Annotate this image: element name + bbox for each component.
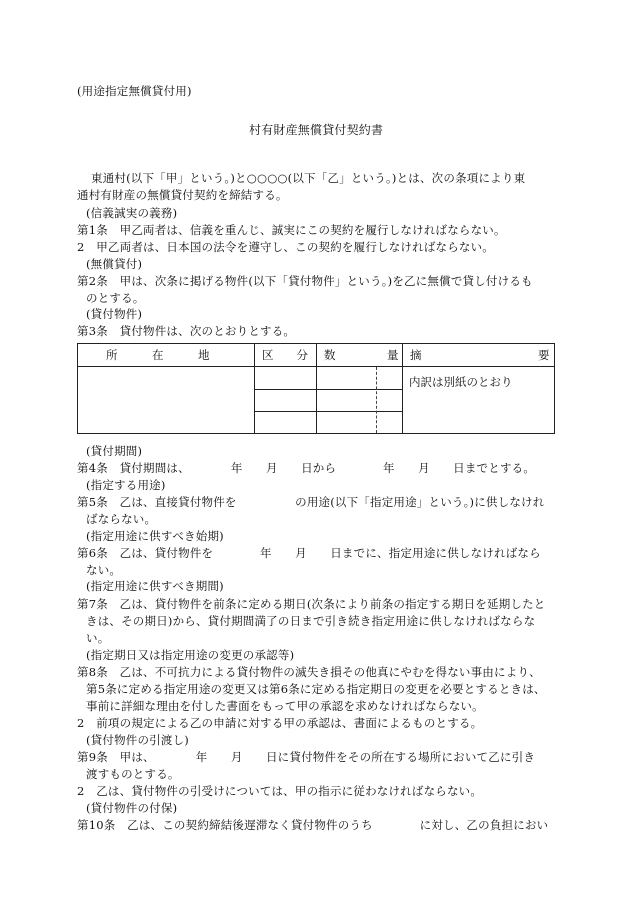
heading-article-7: (指定用途に供すべき期間) — [86, 579, 224, 593]
article-5-line-2: ばならない。 — [86, 512, 157, 526]
heading-article-8: (指定期日又は指定用途の変更の承認等) — [86, 648, 295, 662]
heading-article-1: (信義誠実の義務) — [86, 206, 178, 220]
article-6-line-1: 第6条 乙は、貸付物件を 年 月 日までに、指定用途に供しなければなら — [77, 546, 541, 560]
article-1: 第1条 甲乙両者は、信義を重んじ、誠実にこの契約を履行しなければならない。 — [77, 223, 506, 237]
intro-line-2: 通村有財産の無償貸付契約を締結する。 — [77, 188, 288, 202]
heading-article-2: (無償貸付) — [86, 257, 143, 271]
article-8-para-2: 2 前項の規定による乙の申請に対する甲の承認は、書面によるものとする。 — [77, 716, 483, 730]
header-quantity-end: 量 — [387, 348, 399, 362]
header-classification: 区 分 — [262, 348, 308, 362]
article-7-line-2: きは、その期日)から、貸付期間満了の日まで引き続き指定用途に供しなければならな — [86, 614, 536, 628]
heading-article-9: (貸付物件の引渡し) — [86, 733, 189, 747]
article-2-line-1: 第2条 甲は、次条に掲げる物件(以下「貸付物件」という。)を乙に無償で貸し付けるも — [77, 274, 533, 288]
intro-line-1: 東通村(以下「甲」という。)と○○○○(以下「乙」という。)とは、次の条項により東 — [91, 171, 526, 185]
heading-article-10: (貸付物件の付保) — [86, 801, 178, 815]
article-10-line-1: 第10条 乙は、この契約締結後遅滞なく貸付物件のうち に対し、乙の負担におい — [77, 818, 549, 832]
heading-article-6: (指定用途に供すべき始期) — [86, 529, 224, 543]
usage-category-label: (用途指定無償貸付用) — [77, 84, 192, 98]
header-location: 所 在 地 — [106, 348, 210, 362]
summary-value: 内訳は別紙のとおり — [409, 375, 513, 389]
article-8-line-3: 事前に詳細な理由を付した書面をもって甲の承認を求めなければならない。 — [86, 699, 484, 713]
header-quantity: 数 — [324, 348, 336, 362]
article-4: 第4条 貸付期間は、 年 月 日から 年 月 日までとする。 — [77, 461, 536, 475]
heading-article-3: (貸付物件) — [86, 307, 143, 321]
article-9-line-2: 渡すものとする。 — [86, 767, 180, 781]
article-6-line-2: ない。 — [86, 563, 122, 577]
heading-article-4: (貸付期間) — [86, 444, 143, 458]
article-2-line-2: のとする。 — [86, 291, 145, 305]
article-8-line-2: 第5条に定める指定用途の変更又は第6条に定める指定期日の変更を必要とするときは、 — [86, 682, 546, 696]
article-5-line-1: 第5条 乙は、直接貸付物件を の用途(以下「指定用途」という。)に供しなけれ — [77, 495, 545, 509]
article-9-para-2: 2 乙は、貸付物件の引受けについては、甲の指示に従わなければならない。 — [77, 784, 483, 798]
heading-article-5: (指定する用途) — [86, 478, 166, 492]
article-1-para-2: 2 甲乙両者は、日本国の法令を遵守し、この契約を履行しなければならない。 — [77, 240, 495, 254]
article-3: 第3条 貸付物件は、次のとおりとする。 — [77, 324, 296, 338]
property-table — [77, 343, 555, 434]
article-9-line-1: 第9条 甲は、 年 月 日に貸付物件をその所在する場所において乙に引き — [77, 750, 536, 764]
article-8-line-1: 第8条 乙は、不可抗力による貸付物件の滅失き損その他真にやむを得ない事由により、 — [77, 665, 541, 679]
document-title: 村有財産無償貸付契約書 — [249, 123, 384, 137]
article-7-line-3: い。 — [86, 631, 110, 645]
header-summary: 摘 — [410, 348, 422, 362]
header-summary-end: 要 — [538, 348, 550, 362]
article-7-line-1: 第7条 乙は、貸付物件を前条に定める期日(次条により前条の指定する期日を延期したと — [77, 597, 546, 611]
